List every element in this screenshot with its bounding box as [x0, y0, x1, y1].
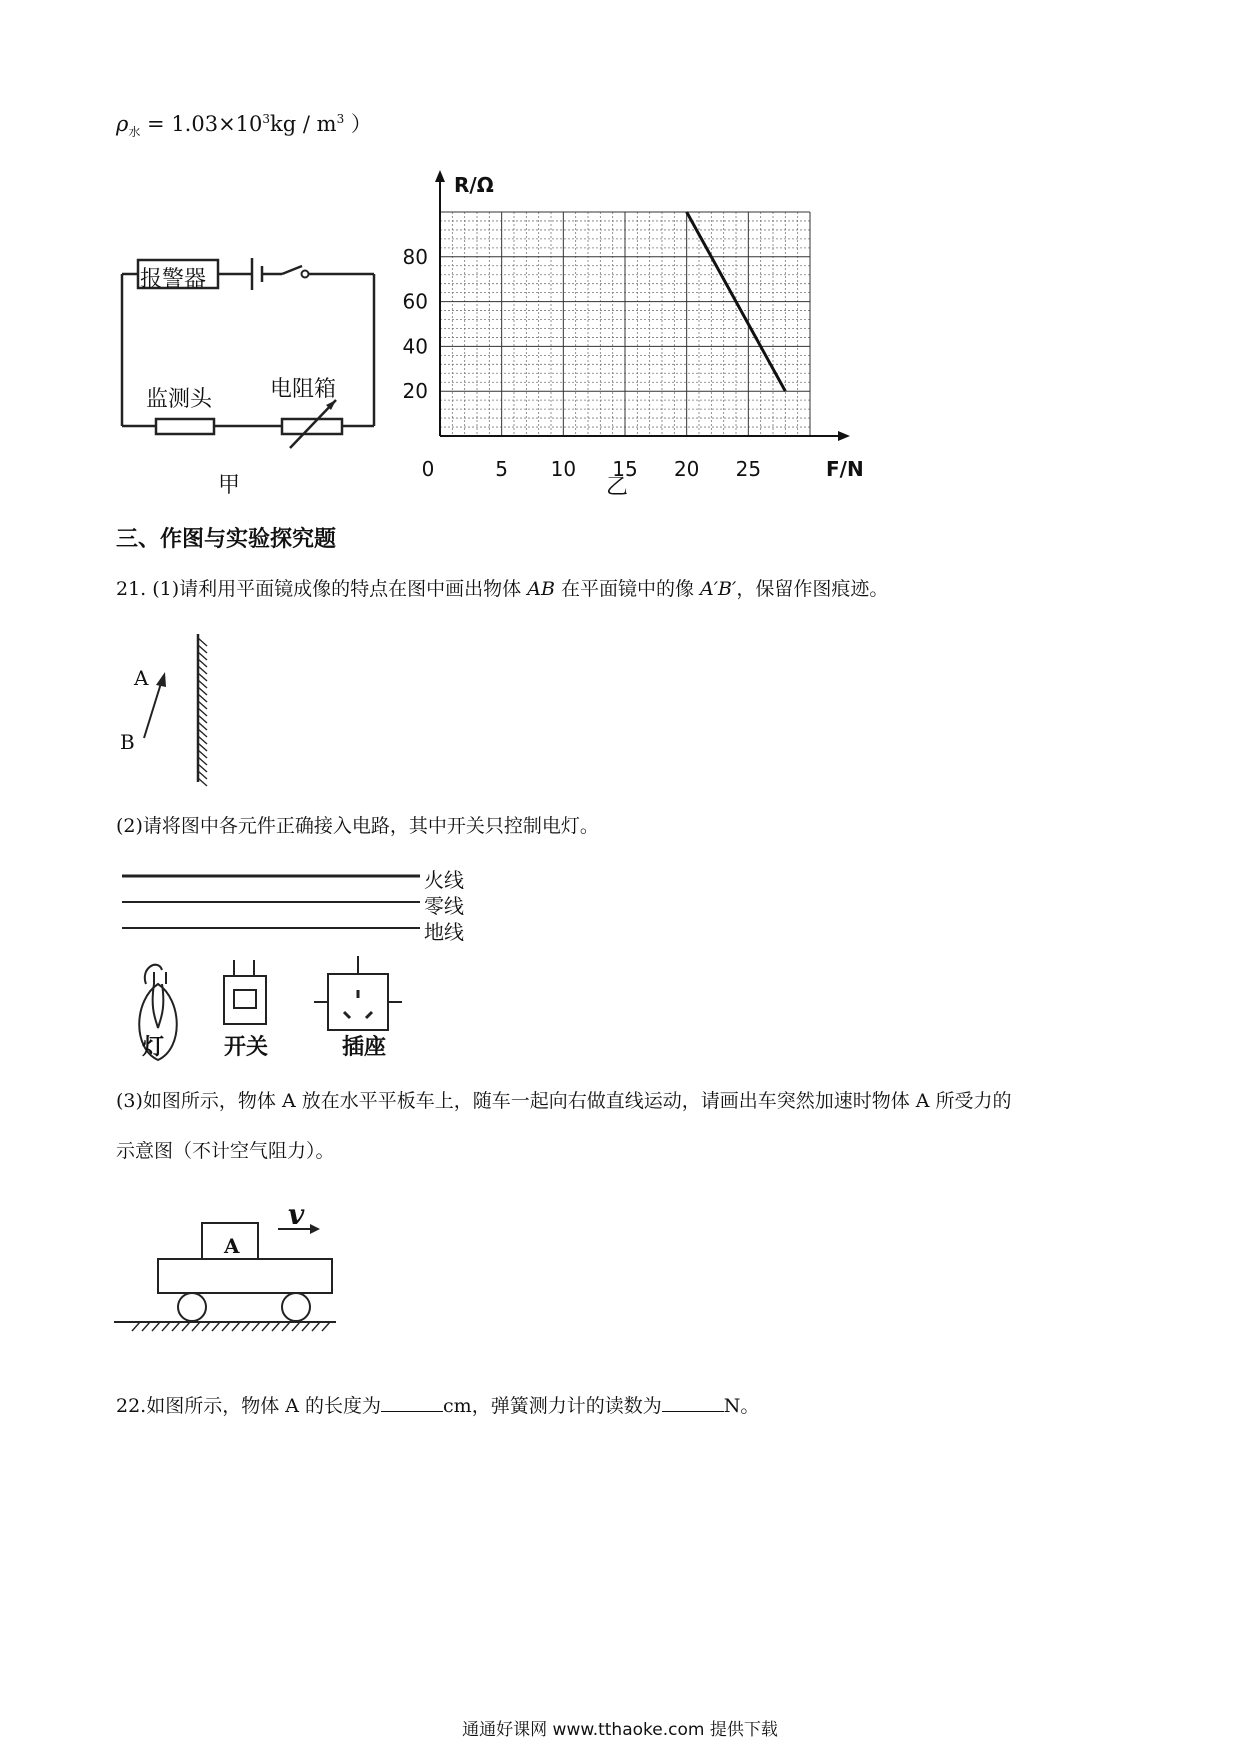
point-a-label: A	[134, 666, 149, 690]
density-formula	[116, 112, 372, 140]
ground-hatch-mark	[282, 1322, 290, 1331]
ground-hatch-mark	[292, 1322, 300, 1331]
x-tick-label: 10	[550, 457, 577, 481]
mirror-hatch-mark	[198, 708, 207, 716]
q22-part3: N。	[723, 1395, 760, 1417]
mirror-hatch-mark	[198, 715, 207, 723]
rho-symbol: ρ	[116, 112, 129, 136]
q22-part1: 22.如图所示，物体 A 的长度为	[116, 1395, 382, 1417]
probe-label: 监测头	[146, 387, 213, 412]
ground-hatch-mark	[202, 1322, 210, 1331]
y-axis-label: R/Ω	[454, 173, 494, 197]
y-axis-arrow	[435, 170, 445, 182]
ground-hatch-mark	[302, 1322, 310, 1331]
q21-1-suffix: ，保留作图痕迹。	[736, 578, 889, 600]
ground-hatch-mark	[312, 1322, 320, 1331]
y-tick-label: 40	[402, 334, 428, 359]
neutral-wire-label: 零线	[424, 894, 464, 918]
ground-hatch-mark	[192, 1322, 200, 1331]
cart-figure	[110, 1195, 350, 1345]
mirror-hatch-mark	[198, 729, 207, 737]
mirror-hatch-mark	[198, 722, 207, 730]
density-value: = 1.03×10	[140, 112, 263, 136]
y-tick-label: 20	[402, 379, 428, 404]
household-circuit-figure	[110, 860, 530, 1070]
q21-1-image-ab: A′B′	[700, 578, 737, 600]
mirror-hatch-mark	[198, 771, 207, 779]
q22-part2: cm，弹簧测力计的读数为	[443, 1395, 662, 1417]
plane-mirror-figure	[110, 630, 230, 790]
q21-1-object-ab: AB	[527, 578, 555, 600]
density-unit: kg / m	[270, 112, 337, 136]
switch-label: 开关	[224, 1035, 269, 1060]
ground-hatch-mark	[322, 1322, 330, 1331]
mirror-hatch-mark	[198, 666, 207, 674]
density-exponent: 3	[262, 112, 271, 126]
ground-hatch-mark	[142, 1322, 150, 1331]
ground-hatch-mark	[182, 1322, 190, 1331]
point-b-label: B	[120, 730, 135, 754]
mirror-hatch-mark	[198, 673, 207, 681]
x-tick-label: 20	[673, 457, 700, 481]
mirror-hatch-mark	[198, 687, 207, 695]
resistor-box-label: 电阻箱	[270, 377, 337, 402]
block-a-label: A	[224, 1234, 240, 1258]
ground-wire-label: 地线	[424, 920, 464, 944]
chart-caption-yi: 乙	[606, 475, 629, 500]
y-tick-label: 80	[402, 244, 428, 269]
mirror-hatch-mark	[198, 645, 207, 653]
mirror-hatch-mark	[198, 701, 207, 709]
ground-hatch-mark	[172, 1322, 180, 1331]
velocity-label: v	[288, 1198, 305, 1231]
question-21-part3-line1: (3)如图所示，物体 A 放在水平平板车上，随车一起向右做直线运动，请画出车突然加速时物体 A 所受力的	[116, 1090, 1012, 1112]
x-tick-label: 5	[495, 457, 509, 481]
mirror-hatch-mark	[198, 659, 207, 667]
q21-1-mid: 在平面镜中的像	[554, 578, 700, 600]
question-21-part1	[116, 578, 888, 601]
density-unit-exponent: 3	[336, 112, 345, 126]
ground-hatch-mark	[212, 1322, 220, 1331]
mirror-hatch-mark	[198, 652, 207, 660]
r-f-chart	[390, 168, 870, 508]
x-tick-label: 15	[612, 457, 638, 481]
length-answer-blank[interactable]	[381, 1395, 443, 1412]
x-axis-arrow	[838, 431, 850, 441]
rho-subscript: 水	[128, 125, 141, 140]
mirror-hatch-mark	[198, 750, 207, 758]
ground-hatch-mark	[152, 1322, 160, 1331]
question-22	[116, 1395, 759, 1418]
figure-caption-jia: 甲	[218, 473, 241, 498]
ground-hatch-mark	[162, 1322, 170, 1331]
mirror-hatch-mark	[198, 743, 207, 751]
mirror-hatch-mark	[198, 638, 207, 646]
mirror-hatch-mark	[198, 757, 207, 765]
alarm-label: 报警器	[140, 267, 207, 292]
x-tick-label: 0	[421, 457, 435, 481]
lamp-label: 灯	[142, 1035, 165, 1060]
question-21-part2: (2)请将图中各元件正确接入电路，其中开关只控制电灯。	[116, 815, 599, 837]
ground-hatch-mark	[232, 1322, 240, 1331]
x-tick-label: 25	[735, 457, 762, 481]
mirror-hatch-mark	[198, 764, 207, 772]
question-21-part3-line2: 示意图（不计空气阻力）。	[116, 1140, 335, 1162]
socket-label: 插座	[342, 1035, 387, 1060]
q21-1-prefix: 21. (1)请利用平面镜成像的特点在图中画出物体	[116, 578, 528, 600]
ground-hatch-mark	[252, 1322, 260, 1331]
mirror-hatch-mark	[198, 778, 207, 786]
x-axis-label: F/N	[826, 457, 864, 481]
mirror-hatch-mark	[198, 694, 207, 702]
ground-hatch-mark	[272, 1322, 280, 1331]
ground-hatch-mark	[242, 1322, 250, 1331]
mirror-hatch-mark	[198, 736, 207, 744]
y-tick-label: 60	[402, 289, 428, 314]
ground-hatch-mark	[132, 1322, 140, 1331]
mirror-hatch-mark	[198, 680, 207, 688]
density-close-paren: ）	[344, 112, 372, 136]
force-answer-blank[interactable]	[662, 1395, 724, 1412]
ground-hatch-mark	[222, 1322, 230, 1331]
page-footer: 通通好课网 www.tthaoke.com 提供下载	[462, 1720, 778, 1740]
ground-hatch-mark	[262, 1322, 270, 1331]
live-wire-label: 火线	[424, 868, 464, 892]
section-title: 三、作图与实验探究题	[116, 527, 337, 552]
